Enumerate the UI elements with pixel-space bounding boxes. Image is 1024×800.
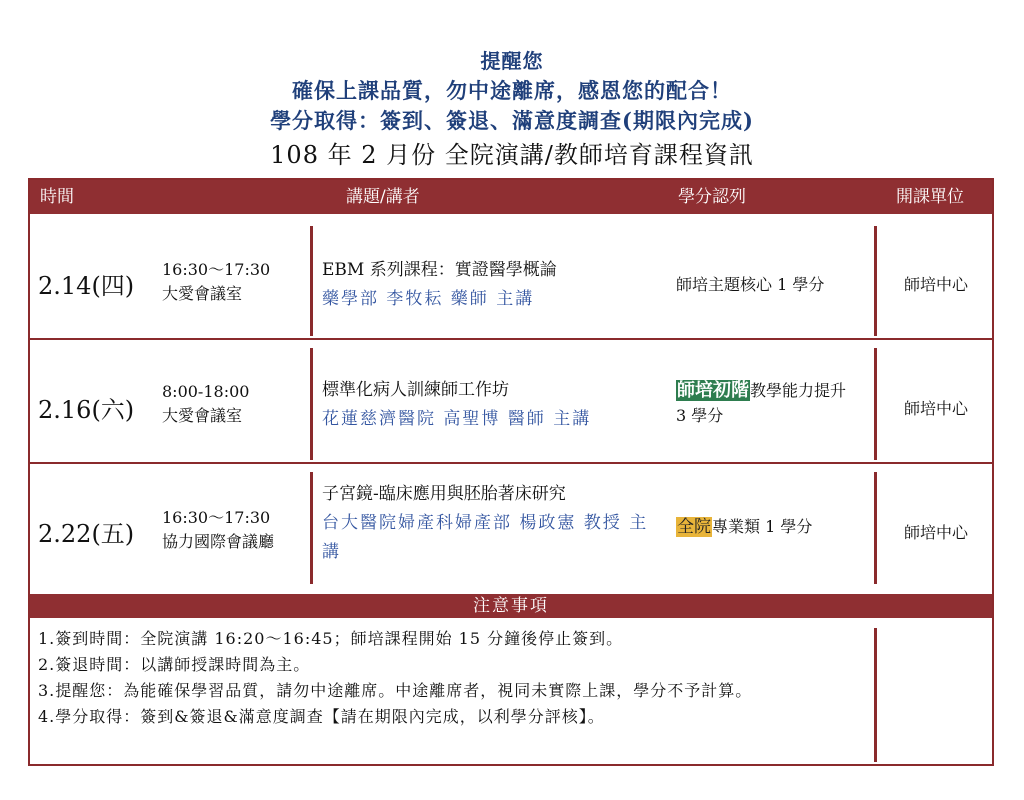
table-row (30, 340, 992, 462)
table-row (30, 464, 992, 586)
row-topic (322, 256, 667, 314)
row-topic-title: EBM 系列課程：實證醫學概論 (322, 260, 557, 280)
header-unit: 開課單位 (896, 187, 964, 207)
row-topic (322, 376, 667, 434)
row-speaker: 花蓮慈濟醫院 高聖博 醫師 主講 (322, 409, 592, 429)
page-header (0, 46, 1024, 172)
notes-list (38, 626, 866, 730)
row-topic (322, 480, 667, 567)
row-speaker: 藥學部 李牧耘 藥師 主講 (322, 289, 535, 309)
header-time: 時間 (40, 187, 74, 207)
header-topic: 講題/講者 (346, 187, 420, 207)
row-time: 8:00-18:00 (162, 382, 250, 401)
column-divider (310, 472, 313, 584)
row-date: 2.16(六) (38, 396, 135, 424)
row-credit (676, 514, 876, 540)
reminder-quality: 確保上課品質，勿中途離席，感恩您的配合！ (292, 78, 732, 103)
note-item: 1.簽到時間：全院演講 16:20～16:45；師培課程開始 15 分鐘後停止簽到。 (38, 629, 624, 648)
credit-text: 教學能力提升 (750, 381, 847, 400)
note-item: 4.學分取得：簽到&簽退&滿意度調查【請在期限內完成，以利學分評核】。 (38, 707, 605, 726)
column-divider (310, 226, 313, 336)
credit-highlight-badge: 師培初階 (677, 380, 749, 401)
row-date: 2.22(五) (38, 520, 135, 548)
credit-highlight-badge: 全院 (677, 517, 711, 537)
page-title: 108 年 2 月份 全院演講/教師培育課程資訊 (270, 141, 754, 169)
table-row (30, 216, 992, 338)
row-topic-title: 標準化病人訓練師工作坊 (322, 380, 509, 400)
credit-text-line2: 3 學分 (676, 406, 724, 425)
course-table (28, 178, 994, 766)
reminder-title: 提醒您 (480, 49, 544, 73)
row-date: 2.14(四) (38, 272, 135, 300)
row-speaker: 台大醫院婦產科婦產部 楊政憲 教授 主講 (322, 513, 649, 562)
row-time: 16:30～17:30 (162, 260, 271, 279)
row-time-location (162, 258, 270, 306)
row-location: 大愛會議室 (162, 406, 243, 425)
row-unit: 師培中心 (903, 399, 968, 418)
row-location: 協力國際會議廳 (162, 532, 275, 551)
row-location: 大愛會議室 (162, 284, 243, 303)
row-topic-title: 子宮鏡-臨床應用與胚胎著床研究 (322, 484, 566, 504)
notes-header: 注意事項 (30, 594, 992, 618)
row-credit: 師培主題核心 1 學分 (676, 275, 825, 294)
row-unit: 師培中心 (903, 275, 968, 294)
reminder-credit: 學分取得：簽到、簽退、滿意度調查(期限內完成) (270, 108, 754, 133)
row-time-location (162, 506, 274, 554)
note-item: 2.簽退時間：以講師授課時間為主。 (38, 655, 311, 674)
column-divider (310, 348, 313, 460)
note-item: 3.提醒您：為能確保學習品質，請勿中途離席。中途離席者，視同未實際上課，學分不予計算。 (38, 681, 753, 700)
table-header (30, 180, 992, 214)
column-divider (874, 628, 877, 762)
row-credit (676, 378, 876, 428)
header-credit: 學分認列 (678, 187, 746, 207)
row-unit: 師培中心 (903, 523, 968, 542)
credit-text: 專業類 1 學分 (712, 517, 813, 536)
row-time-location (162, 380, 249, 428)
row-time: 16:30～17:30 (162, 508, 271, 527)
